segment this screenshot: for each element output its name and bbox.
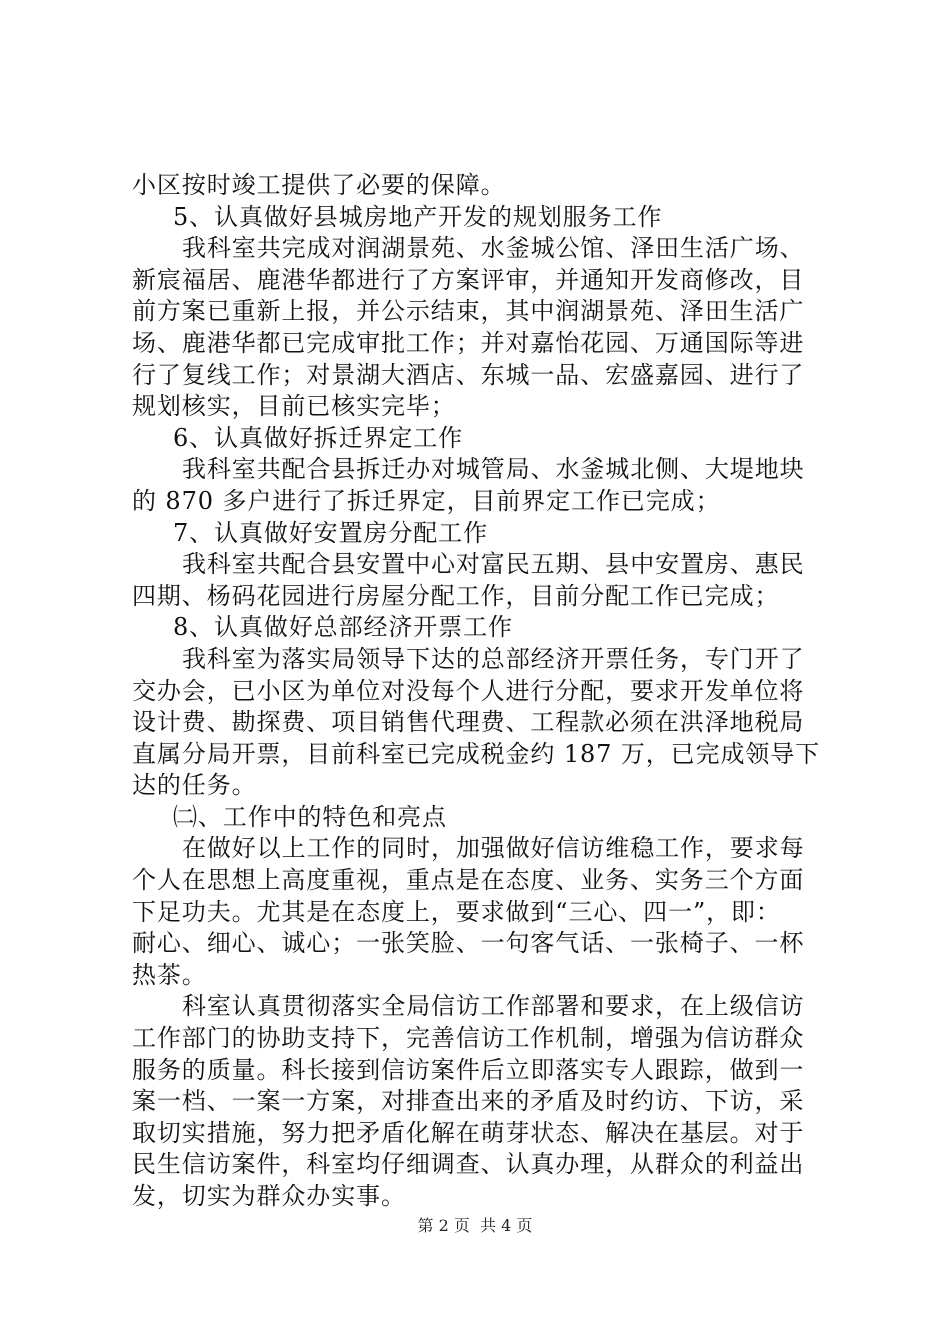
- page-number: 第 2 页: [417, 1216, 470, 1235]
- text-line: 案一档、一案一方案，对排查出来的矛盾及时约访、下访，采: [132, 1087, 805, 1116]
- page-total: 共 4 页: [480, 1216, 533, 1235]
- text-line: ㈡、工作中的特色和亮点: [173, 802, 447, 831]
- text-line: 发，切实为群众办实事。: [132, 1182, 406, 1210]
- text-line: 我科室共完成对润湖景苑、水釜城公馆、泽田生活广场、: [182, 234, 805, 263]
- text-line: 达的任务。: [132, 771, 257, 800]
- text-line: 交办会，已小区为单位对没每个人进行分配，要求开发单位将: [132, 676, 805, 705]
- text-line: 取切实措施，努力把矛盾化解在萌芽状态、解决在基层。对于: [132, 1118, 805, 1147]
- text-line: 8、认真做好总部经济开票工作: [173, 613, 513, 642]
- text-line: 场、鹿港华都已完成审批工作；并对嘉怡花园、万通国际等进: [132, 328, 805, 357]
- text-line: 6、认真做好拆迁界定工作: [173, 423, 464, 452]
- text-line: 在做好以上工作的同时，加强做好信访维稳工作，要求每: [182, 834, 805, 863]
- text-line: 耐心、细心、诚心；一张笑脸、一句客气话、一张椅子、一杯: [132, 929, 805, 958]
- text-line: 新宸福居、鹿港华都进行了方案评审，并通知开发商修改，目: [132, 265, 805, 294]
- text-line: 科室认真贯彻落实全局信访工作部署和要求，在上级信访: [182, 992, 805, 1021]
- text-line: 设计费、勘探费、项目销售代理费、工程款必须在洪泽地税局: [132, 708, 805, 737]
- document-body: [132, 170, 832, 1213]
- text-line: 热茶。: [132, 960, 207, 989]
- text-line: 工作部门的协助支持下，完善信访工作机制，增强为信访群众: [132, 1024, 805, 1053]
- text-line: 下足功夫。尤其是在态度上，要求做到“三心、四一”，即：: [132, 897, 781, 926]
- text-line: 的 870 多户进行了拆迁界定，目前界定工作已完成；: [132, 486, 721, 515]
- text-line: 个人在思想上高度重视，重点是在态度、业务、实务三个方面: [132, 866, 805, 895]
- footer-spacer: [470, 1216, 480, 1235]
- page-footer: [0, 1216, 950, 1236]
- text-line: 7、认真做好安置房分配工作: [173, 518, 488, 547]
- text-line: 行了复线工作；对景湖大酒店、东城一品、宏盛嘉园、进行了: [132, 360, 805, 389]
- text-line: 服务的质量。科长接到信访案件后立即落实专人跟踪，做到一: [132, 1055, 805, 1084]
- text-line: 民生信访案件，科室均仔细调查、认真办理，从群众的利益出: [132, 1150, 805, 1179]
- text-line: 规划核实，目前已核实完毕；: [132, 392, 456, 421]
- text-line: 我科室共配合县安置中心对富民五期、县中安置房、惠民: [182, 550, 805, 579]
- text-line: 前方案已重新上报，并公示结束，其中润湖景苑、泽田生活广: [132, 297, 805, 326]
- text-line: 小区按时竣工提供了必要的保障。: [132, 171, 506, 199]
- text-line: 我科室共配合县拆迁办对城管局、水釜城北侧、大堤地块: [182, 455, 805, 484]
- text-line: 四期、杨码花园进行房屋分配工作，目前分配工作已完成；: [132, 581, 780, 610]
- text-line: 我科室为落实局领导下达的总部经济开票任务，专门开了: [182, 644, 805, 673]
- text-line: 直属分局开票，目前科室已完成税金约 187 万，已完成领导下: [132, 739, 821, 768]
- text-line: 5、认真做好县城房地产开发的规划服务工作: [173, 202, 663, 231]
